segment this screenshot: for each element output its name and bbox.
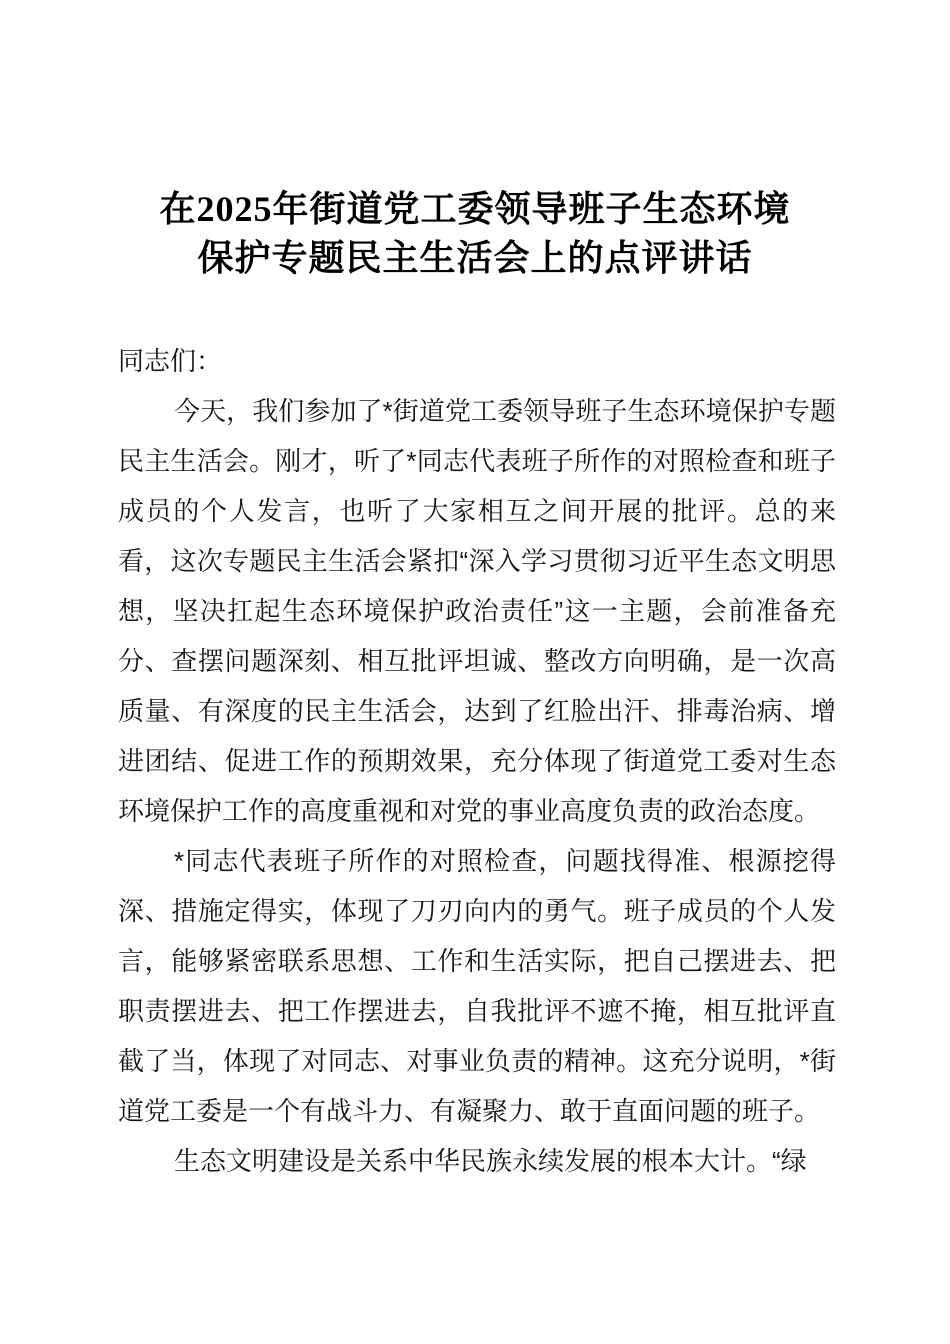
body-paragraph-2: *同志代表班子所作的对照检查，问题找得准、根源挖得深、措施定得实，体现了刀刃向内的勇气。班子成员的个人发言，能够紧密联系思想、工作和生活实际，把自己摆进去、把职责摆进去、把工作摆进去，自我批评不遮不掩，相互批评直截了当，体现了对同志、对事业负责的精神。这充分说明，*街道党工委是一个有战斗力、有凝聚力、敢于直面问题的班子。 [118,846,836,1126]
title-line-2: 保护专题民主生活会上的点评讲话 [197,238,753,278]
document-title [115,185,835,283]
document-body [118,336,836,1186]
title-line-1: 在2025年街道党工委领导班子生态环境 [159,189,791,229]
body-paragraph-3-clipped: 生态文明建设是关系中华民族永续发展的根本大计。“绿 [174,1146,807,1176]
body-paragraph-1: 今天，我们参加了*街道党工委领导班子生态环境保护专题民主生活会。刚才，听了*同志代表班子所作的对照检查和班子成员的个人发言，也听了大家相互之间开展的批评。总的来看，这次专题民主生活会紧扣“深入学习贯彻习近平生态文明思想，坚决扛起生态环境保护政治责任”这一主题，会前准备充分、查摆问题深刻、相互批评坦诚、整改方向明确，是一次高质量、有深度的民主生活会，达到了红脸出汗、排毒治病、增进团结、促进工作的预期效果，充分体现了街道党工委对生态环境保护工作的高度重视和对党的事业高度负责的政治态度。 [118,396,836,826]
salutation: 同志们： [118,346,223,376]
